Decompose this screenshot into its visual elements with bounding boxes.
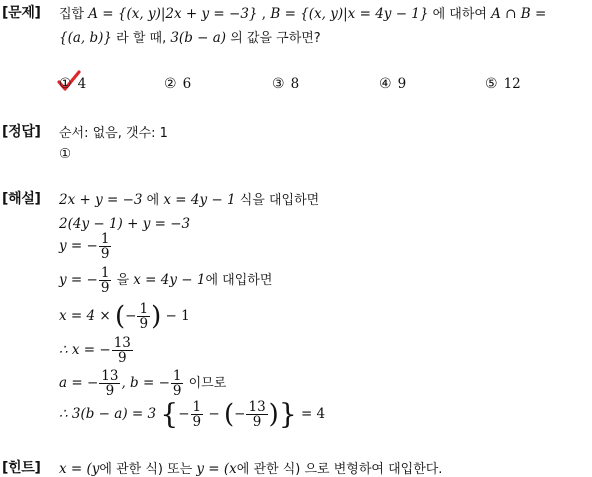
solution-step-8: ∴ 3(b − a) = 3 {− $\frac{1}{9}$ − (− $\frac{13}{9}$ )} = 4: [59, 397, 326, 431]
text: 에 대입하면: [205, 273, 273, 289]
equation: − 1: [165, 308, 190, 325]
set-b-expression: B = {(x, y)|x = 4y − 1}: [270, 6, 429, 22]
choice-3[interactable]: [272, 76, 299, 92]
choice-2-value: 6: [182, 76, 192, 92]
ab-set-expression: {(a, b)}: [59, 30, 112, 46]
choice-3-value: 8: [290, 76, 300, 92]
hint-label: [힌트]: [2, 460, 41, 476]
numerator: 13: [113, 335, 131, 351]
solution-step-6: [59, 336, 134, 365]
solution-label: [해설]: [2, 191, 41, 207]
right-brace: }: [278, 397, 297, 431]
intersection-expression: A ∩ B =: [491, 6, 547, 22]
text: 을: [112, 273, 134, 289]
equation: , b = −: [121, 375, 170, 392]
expression: y = (x: [196, 461, 237, 477]
problem-comma: ,: [257, 6, 271, 22]
equation: x = 4y − 1: [133, 272, 206, 289]
numerator: 1: [192, 399, 202, 415]
expression: x = (y: [59, 461, 100, 477]
denominator: 9: [100, 246, 110, 263]
fraction: [191, 400, 204, 429]
choice-4-value: 9: [397, 76, 407, 92]
solution-step-7: [59, 369, 226, 398]
numerator: 1: [100, 231, 110, 247]
equation: ∴ 3(b − a) = 3: [59, 406, 157, 423]
problem-question: 의 값을 구하면?: [226, 31, 321, 46]
denominator: 9: [172, 383, 182, 400]
fraction: [171, 369, 184, 398]
denominator: 9: [100, 280, 110, 297]
choice-3-mark: ③: [272, 76, 285, 92]
text: 에: [142, 193, 164, 208]
problem-line-1: [59, 3, 546, 22]
right-paren: ): [268, 399, 279, 430]
target-expression: 3(b − a): [170, 30, 227, 46]
solution-step-4: [59, 266, 272, 295]
hint-text: [59, 458, 442, 477]
fraction: [246, 400, 267, 429]
choice-4[interactable]: [379, 76, 406, 92]
problem-line-2: [59, 27, 321, 46]
left-brace: {: [160, 397, 179, 431]
denominator: 9: [139, 316, 149, 333]
choice-2[interactable]: [164, 76, 191, 92]
solution-step-3: [59, 232, 112, 261]
left-paren: (: [224, 399, 235, 430]
problem-text-2: 라 할 때,: [112, 31, 171, 46]
numerator: 1: [139, 301, 149, 317]
answer-mark: ①: [59, 146, 72, 162]
problem-text-mid: 에 대하여: [428, 7, 492, 22]
right-paren: ): [151, 301, 162, 332]
fraction: [137, 302, 150, 331]
equation: a = −: [59, 375, 99, 392]
denominator: 9: [252, 414, 262, 431]
fraction: [112, 336, 133, 365]
equation: = 4: [300, 406, 326, 423]
choice-4-mark: ④: [379, 76, 392, 92]
numerator: 13: [248, 399, 266, 415]
choice-2-mark: ②: [164, 76, 177, 92]
denominator: 9: [118, 350, 127, 367]
equation: y = −: [59, 272, 98, 289]
equation: y = −: [59, 238, 98, 255]
fraction: [99, 232, 112, 261]
choice-1[interactable]: [59, 76, 86, 92]
denominator: 9: [192, 414, 202, 431]
text: 이므로: [184, 376, 227, 392]
choice-5-mark: ⑤: [485, 76, 498, 92]
denominator: 9: [105, 383, 115, 400]
choice-5-value: 12: [503, 76, 521, 92]
fraction: [99, 266, 112, 295]
equation: x = 4y − 1: [163, 192, 236, 208]
equation: x = 4 ×: [59, 308, 111, 325]
numerator: 13: [101, 368, 119, 384]
solution-step-1: [59, 189, 319, 208]
set-a-expression: A = {(x, y)|2x + y = −3}: [88, 6, 258, 22]
answer-label: [정답]: [2, 124, 41, 140]
text: 식을 대입하면: [235, 193, 320, 208]
solution-step-2: 2(4y − 1) + y = −3: [59, 216, 191, 232]
problem-label: [문제]: [2, 5, 41, 21]
text: 에 관한 식) 또는: [99, 462, 197, 477]
answer-summary: 순서: 없음, 갯수: 1: [59, 126, 168, 141]
choice-5[interactable]: [485, 76, 521, 92]
equation: ∴ x = −: [59, 342, 111, 359]
left-paren: (: [115, 301, 126, 332]
text: 에 관한 식) 으로 변형하여 대입한다.: [236, 462, 443, 477]
problem-text: 집합: [59, 7, 89, 22]
equation: 2x + y = −3: [59, 192, 143, 208]
numerator: 1: [172, 368, 182, 384]
choice-1-value: 4: [77, 76, 87, 92]
choice-1-mark: ①: [59, 76, 72, 92]
fraction: [99, 369, 120, 398]
numerator: 1: [100, 265, 110, 281]
solution-step-5: x = 4 × (− $\frac{1}{9}$ ) − 1: [59, 301, 190, 333]
